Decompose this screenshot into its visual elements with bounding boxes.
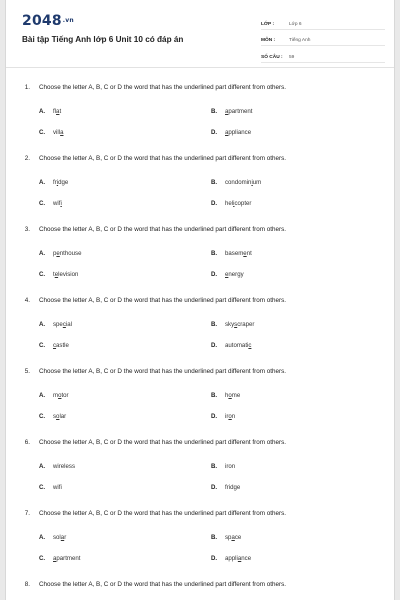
answer-option[interactable] xyxy=(39,534,66,541)
site-logo[interactable] xyxy=(22,13,74,29)
option-word: appliance xyxy=(225,555,252,562)
option-word: energy xyxy=(225,271,244,278)
question-5 xyxy=(6,368,395,375)
option-letter: D. xyxy=(211,413,218,420)
answer-option[interactable] xyxy=(211,484,240,491)
underlined-letter: e xyxy=(54,271,59,278)
underlined-letter: o xyxy=(56,413,60,420)
question-text: Choose the letter A, B, C or D the word that has the underlined part different from others. xyxy=(39,226,286,233)
option-letter: B. xyxy=(211,534,218,541)
logo-main: 2048 xyxy=(22,13,62,29)
underlined-letter: i xyxy=(251,179,253,186)
answer-option[interactable] xyxy=(39,271,78,278)
answer-option[interactable] xyxy=(39,250,81,257)
question-text: Choose the letter A, B, C or D the word that has the underlined part different from others. xyxy=(39,581,286,588)
answer-option[interactable] xyxy=(211,200,251,207)
meta-row-grade xyxy=(261,15,385,30)
meta-row-subject xyxy=(261,32,385,47)
answer-option[interactable] xyxy=(39,200,62,207)
underlined-letter: e xyxy=(56,250,60,257)
underlined-letter: a xyxy=(56,108,60,115)
question-text: Choose the letter A, B, C or D the word that has the underlined part different from others. xyxy=(39,510,286,517)
document-header xyxy=(6,0,394,68)
option-letter: A. xyxy=(39,534,46,541)
option-letter: B. xyxy=(211,250,218,257)
meta-row-count xyxy=(261,48,385,63)
option-word: skyscraper xyxy=(225,321,255,328)
option-letter: D. xyxy=(211,484,218,491)
option-letter: D. xyxy=(211,342,218,349)
question-4 xyxy=(6,297,395,304)
answer-option[interactable] xyxy=(39,179,68,186)
question-number: 4. xyxy=(24,297,30,304)
meta-value: Tiếng Anh xyxy=(289,38,311,43)
option-word: special xyxy=(53,321,72,328)
answer-option[interactable] xyxy=(211,463,235,470)
option-letter: B. xyxy=(211,179,218,186)
underlined-letter: a xyxy=(231,534,235,541)
option-word: helicopter xyxy=(225,200,252,207)
question-number: 1. xyxy=(24,84,30,91)
option-letter: D. xyxy=(211,129,218,136)
meta-label: MÔN : xyxy=(261,38,276,43)
underlined-letter: o xyxy=(228,392,232,399)
question-number: 3. xyxy=(24,226,30,233)
option-letter: B. xyxy=(211,108,218,115)
question-2 xyxy=(6,155,395,162)
question-line xyxy=(6,297,395,304)
option-letter: D. xyxy=(211,200,218,207)
question-text: Choose the letter A, B, C or D the word that has the underlined part different from others. xyxy=(39,439,286,446)
answer-option[interactable] xyxy=(211,392,240,399)
answer-option[interactable] xyxy=(39,392,69,399)
question-number: 7. xyxy=(24,510,30,517)
option-word: iron xyxy=(225,413,236,420)
option-letter: C. xyxy=(39,555,46,562)
option-letter: A. xyxy=(39,321,46,328)
option-letter: A. xyxy=(39,179,46,186)
underlined-letter: e xyxy=(243,250,247,257)
option-word: solar xyxy=(53,413,67,420)
answer-option[interactable] xyxy=(211,250,252,257)
answer-option[interactable] xyxy=(39,463,75,470)
option-word: space xyxy=(225,534,242,541)
meta-label: LỚP : xyxy=(261,21,275,27)
option-word: wireless xyxy=(53,463,76,470)
question-8 xyxy=(6,581,395,588)
answer-option[interactable] xyxy=(211,534,241,541)
question-number: 8. xyxy=(24,581,30,588)
underlined-letter: e xyxy=(225,271,229,278)
option-word: home xyxy=(225,392,241,399)
document-page xyxy=(5,0,395,600)
option-word: appliance xyxy=(225,129,252,136)
answer-option[interactable] xyxy=(211,179,261,186)
logo-suffix: .vn xyxy=(62,17,74,24)
option-word: flat xyxy=(53,108,62,115)
option-word: wifi xyxy=(53,484,62,491)
option-word: wifi xyxy=(53,200,62,207)
meta-value: Lớp 6 xyxy=(289,21,302,27)
underlined-letter: c xyxy=(62,321,66,328)
answer-option[interactable] xyxy=(39,321,72,328)
option-word: apartment xyxy=(53,555,81,562)
option-word: motor xyxy=(53,392,69,399)
option-letter: A. xyxy=(39,250,46,257)
question-number: 2. xyxy=(24,155,30,162)
option-word: solar xyxy=(53,534,67,541)
option-letter: B. xyxy=(211,463,218,470)
option-word: castle xyxy=(53,342,69,349)
meta-label: SỐ CÂU : xyxy=(261,54,283,60)
answer-option[interactable] xyxy=(211,413,235,420)
option-word: fridge xyxy=(53,179,69,186)
question-text: Choose the letter A, B, C or D the word that has the underlined part different from others. xyxy=(39,297,286,304)
question-line xyxy=(6,510,395,517)
option-word: condominium xyxy=(225,179,262,186)
option-word: iron xyxy=(225,463,236,470)
option-word: automatic xyxy=(225,342,252,349)
underlined-letter: c xyxy=(53,342,57,349)
underlined-letter: a xyxy=(225,108,229,115)
underlined-letter: o xyxy=(228,413,232,420)
answer-option[interactable] xyxy=(211,321,254,328)
answer-option[interactable] xyxy=(39,555,80,562)
question-number: 5. xyxy=(24,368,30,375)
question-line xyxy=(6,439,395,446)
question-text: Choose the letter A, B, C or D the word that has the underlined part different from others. xyxy=(39,84,286,91)
answer-option[interactable] xyxy=(211,342,251,349)
option-letter: C. xyxy=(39,200,46,207)
question-line xyxy=(6,155,395,162)
answer-option[interactable] xyxy=(211,271,244,278)
option-letter: A. xyxy=(39,463,46,470)
document-title: Bài tập Tiếng Anh lớp 6 Unit 10 có đáp án xyxy=(22,35,184,44)
underlined-letter: a xyxy=(53,555,57,562)
option-letter: C. xyxy=(39,129,46,136)
option-letter: C. xyxy=(39,413,46,420)
question-3 xyxy=(6,226,395,233)
option-word: fridge xyxy=(225,484,241,491)
option-letter: B. xyxy=(211,392,218,399)
answer-option[interactable] xyxy=(39,108,61,115)
underlined-letter: a xyxy=(225,129,229,136)
answer-option[interactable] xyxy=(211,129,251,136)
option-letter: D. xyxy=(211,555,218,562)
answer-option[interactable] xyxy=(211,108,252,115)
option-word: television xyxy=(53,271,79,278)
answer-option[interactable] xyxy=(39,484,62,491)
question-number: 6. xyxy=(24,439,30,446)
question-line xyxy=(6,581,395,588)
underlined-letter: i xyxy=(60,200,62,207)
option-letter: D. xyxy=(211,271,218,278)
underlined-letter: a xyxy=(60,129,64,136)
answer-option[interactable] xyxy=(39,342,69,349)
answer-option[interactable] xyxy=(211,555,251,562)
underlined-letter: a xyxy=(60,534,65,541)
underlined-letter: a xyxy=(237,555,242,562)
underlined-letter: i xyxy=(56,179,59,186)
option-letter: A. xyxy=(39,108,46,115)
underlined-letter: s xyxy=(234,321,238,328)
question-text: Choose the letter A, B, C or D the word that has the underlined part different from others. xyxy=(39,155,286,162)
question-text: Choose the letter A, B, C or D the word that has the underlined part different from others. xyxy=(39,368,286,375)
option-word: penthouse xyxy=(53,250,82,257)
document-meta xyxy=(261,15,385,65)
underlined-letter: i xyxy=(233,200,235,207)
option-word: villa xyxy=(53,129,64,136)
option-letter: C. xyxy=(39,271,46,278)
underlined-letter: c xyxy=(248,342,252,349)
question-line xyxy=(6,84,395,91)
answer-option[interactable] xyxy=(39,129,64,136)
question-line xyxy=(6,226,395,233)
option-letter: B. xyxy=(211,321,218,328)
option-word: basement xyxy=(225,250,252,257)
question-1 xyxy=(6,84,395,91)
answer-option[interactable] xyxy=(39,413,66,420)
question-line xyxy=(6,368,395,375)
option-letter: C. xyxy=(39,342,46,349)
underlined-letter: o xyxy=(58,392,62,399)
meta-value: 59 xyxy=(289,54,295,60)
option-letter: A. xyxy=(39,392,46,399)
option-word: apartment xyxy=(225,108,253,115)
question-7 xyxy=(6,510,395,517)
option-letter: C. xyxy=(39,484,46,491)
question-6 xyxy=(6,439,395,446)
